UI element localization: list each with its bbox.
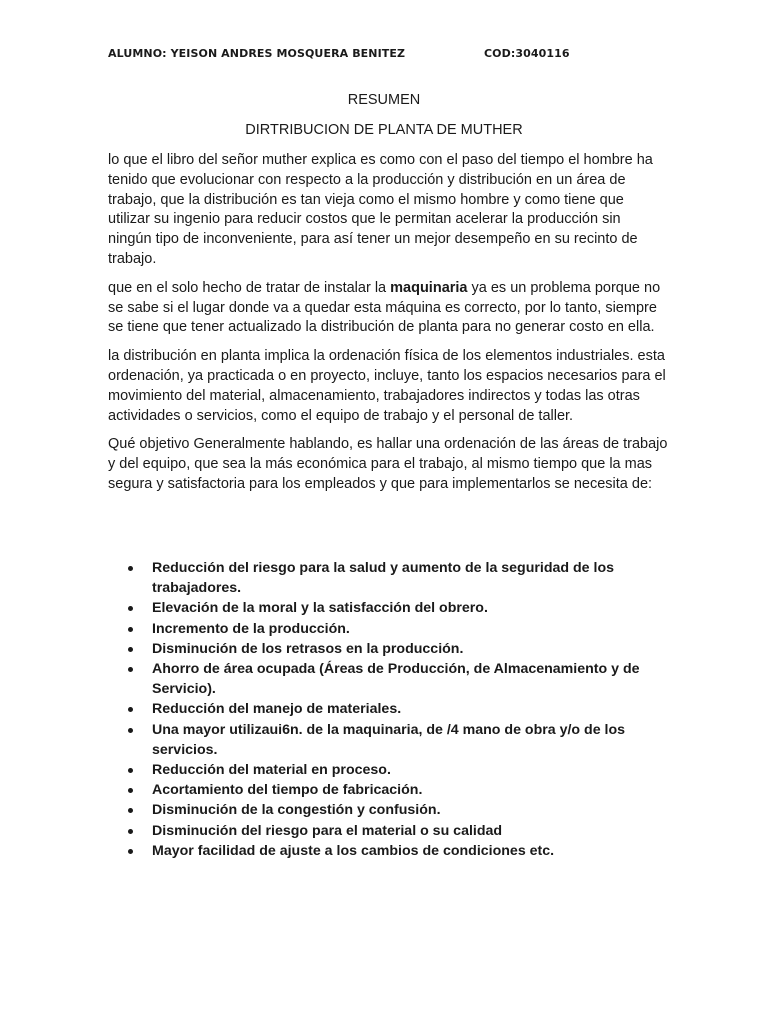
bullet-icon bbox=[128, 606, 133, 611]
bullet-icon bbox=[128, 788, 133, 793]
list-item-text: Reducción del manejo de materiales. bbox=[152, 701, 402, 718]
bullet-icon bbox=[128, 707, 133, 712]
student-name: ALUMNO: YEISON ANDRES MOSQUERA BENITEZ bbox=[108, 47, 406, 60]
list-item-text: Reducción del riesgo para la salud y aumento de la seguridad de los trabajadores. bbox=[152, 560, 615, 597]
document-body bbox=[108, 151, 668, 504]
list-item bbox=[126, 841, 656, 861]
paragraph-2-bold-term: maquinaria bbox=[390, 279, 468, 296]
document-title: RESUMEN bbox=[347, 92, 421, 108]
list-item bbox=[126, 760, 656, 780]
objectives-list bbox=[126, 558, 656, 861]
list-item-text: Disminución de los retrasos en la producción. bbox=[152, 640, 464, 657]
bullet-icon bbox=[128, 667, 133, 672]
list-item bbox=[126, 780, 656, 800]
paragraph-2-start: que en el solo hecho de tratar de instalar la bbox=[108, 279, 391, 296]
list-item-text: Mayor facilidad de ajuste a los cambios de condiciones etc. bbox=[152, 842, 555, 859]
bullet-icon bbox=[128, 768, 133, 773]
document-subtitle: DIRTRIBUCION DE PLANTA DE MUTHER bbox=[245, 122, 523, 138]
bullet-icon bbox=[128, 829, 133, 834]
student-code: COD:3040116 bbox=[484, 47, 570, 60]
list-item-text: Elevación de la moral y la satisfacción del obrero. bbox=[152, 600, 488, 617]
bullet-icon bbox=[128, 566, 133, 571]
paragraph-3: la distribución en planta implica la ordenación física de los elementos industriales. esta ordenación, ya practicada o en proyecto, incluye, tanto los espacios necesarios para el movimiento del material, almacenamiento, trabajadores indirectos y todas las otras actividades o servicios, como el equipo de trabajo y el personal de taller. bbox=[108, 348, 666, 424]
list-item-text: Disminución de la congestión y confusión. bbox=[152, 802, 441, 819]
list-item bbox=[126, 558, 656, 598]
paragraph-2-end: ya es un problema porque no se sabe si el lugar donde va a quedar esta máquina es correcto, por lo tanto, siempre se tiene que tener actualizado la distribución de planta para no generar costo en ella. bbox=[108, 279, 661, 336]
list-item bbox=[126, 619, 656, 639]
list-item-text: Una mayor utilizaui6n. de la maquinaria, de /4 mano de obra y/o de los servicios. bbox=[152, 721, 626, 758]
list-item-text: Disminución del riesgo para el material o su calidad bbox=[152, 822, 503, 839]
paragraph-2 bbox=[108, 279, 668, 338]
bullet-icon bbox=[128, 849, 133, 854]
list-item bbox=[126, 598, 656, 618]
bullet-icon bbox=[128, 808, 133, 813]
paragraph-1: lo que el libro del señor muther explica es como con el paso del tiempo el hombre ha tenido que evolucionar con respecto a la producción y distribución en un área de trabajo, que la distribución es tan vieja como el mismo hombre y como tiene que utilizar su ingenio para reducir costos que le permitan acelerar la producción sin ningún tipo de inconveniente, para así tener un mejor desempeño en su recinto de trabajo. bbox=[108, 152, 653, 267]
list-item bbox=[126, 659, 656, 699]
bullet-icon bbox=[128, 728, 133, 733]
list-item bbox=[126, 800, 656, 820]
list-item bbox=[126, 699, 656, 719]
list-item bbox=[126, 720, 656, 760]
list-item-text: Incremento de la producción. bbox=[152, 620, 350, 637]
bullet-icon bbox=[128, 627, 133, 632]
list-item-text: Reducción del material en proceso. bbox=[152, 762, 391, 779]
list-item bbox=[126, 639, 656, 659]
paragraph-4: Qué objetivo Generalmente hablando, es hallar una ordenación de las áreas de trabajo y del equipo, que sea la más económica para el trabajo, al mismo tiempo que la mas segura y satisfactoria para los empleados y que para implementarlos se necesita de: bbox=[108, 436, 668, 492]
list-item-text: Acortamiento del tiempo de fabricación. bbox=[152, 782, 423, 799]
list-item-text: Ahorro de área ocupada (Áreas de Producción, de Almacenamiento y de Servicio). bbox=[152, 661, 640, 698]
bullet-icon bbox=[128, 647, 133, 652]
list-item bbox=[126, 821, 656, 841]
